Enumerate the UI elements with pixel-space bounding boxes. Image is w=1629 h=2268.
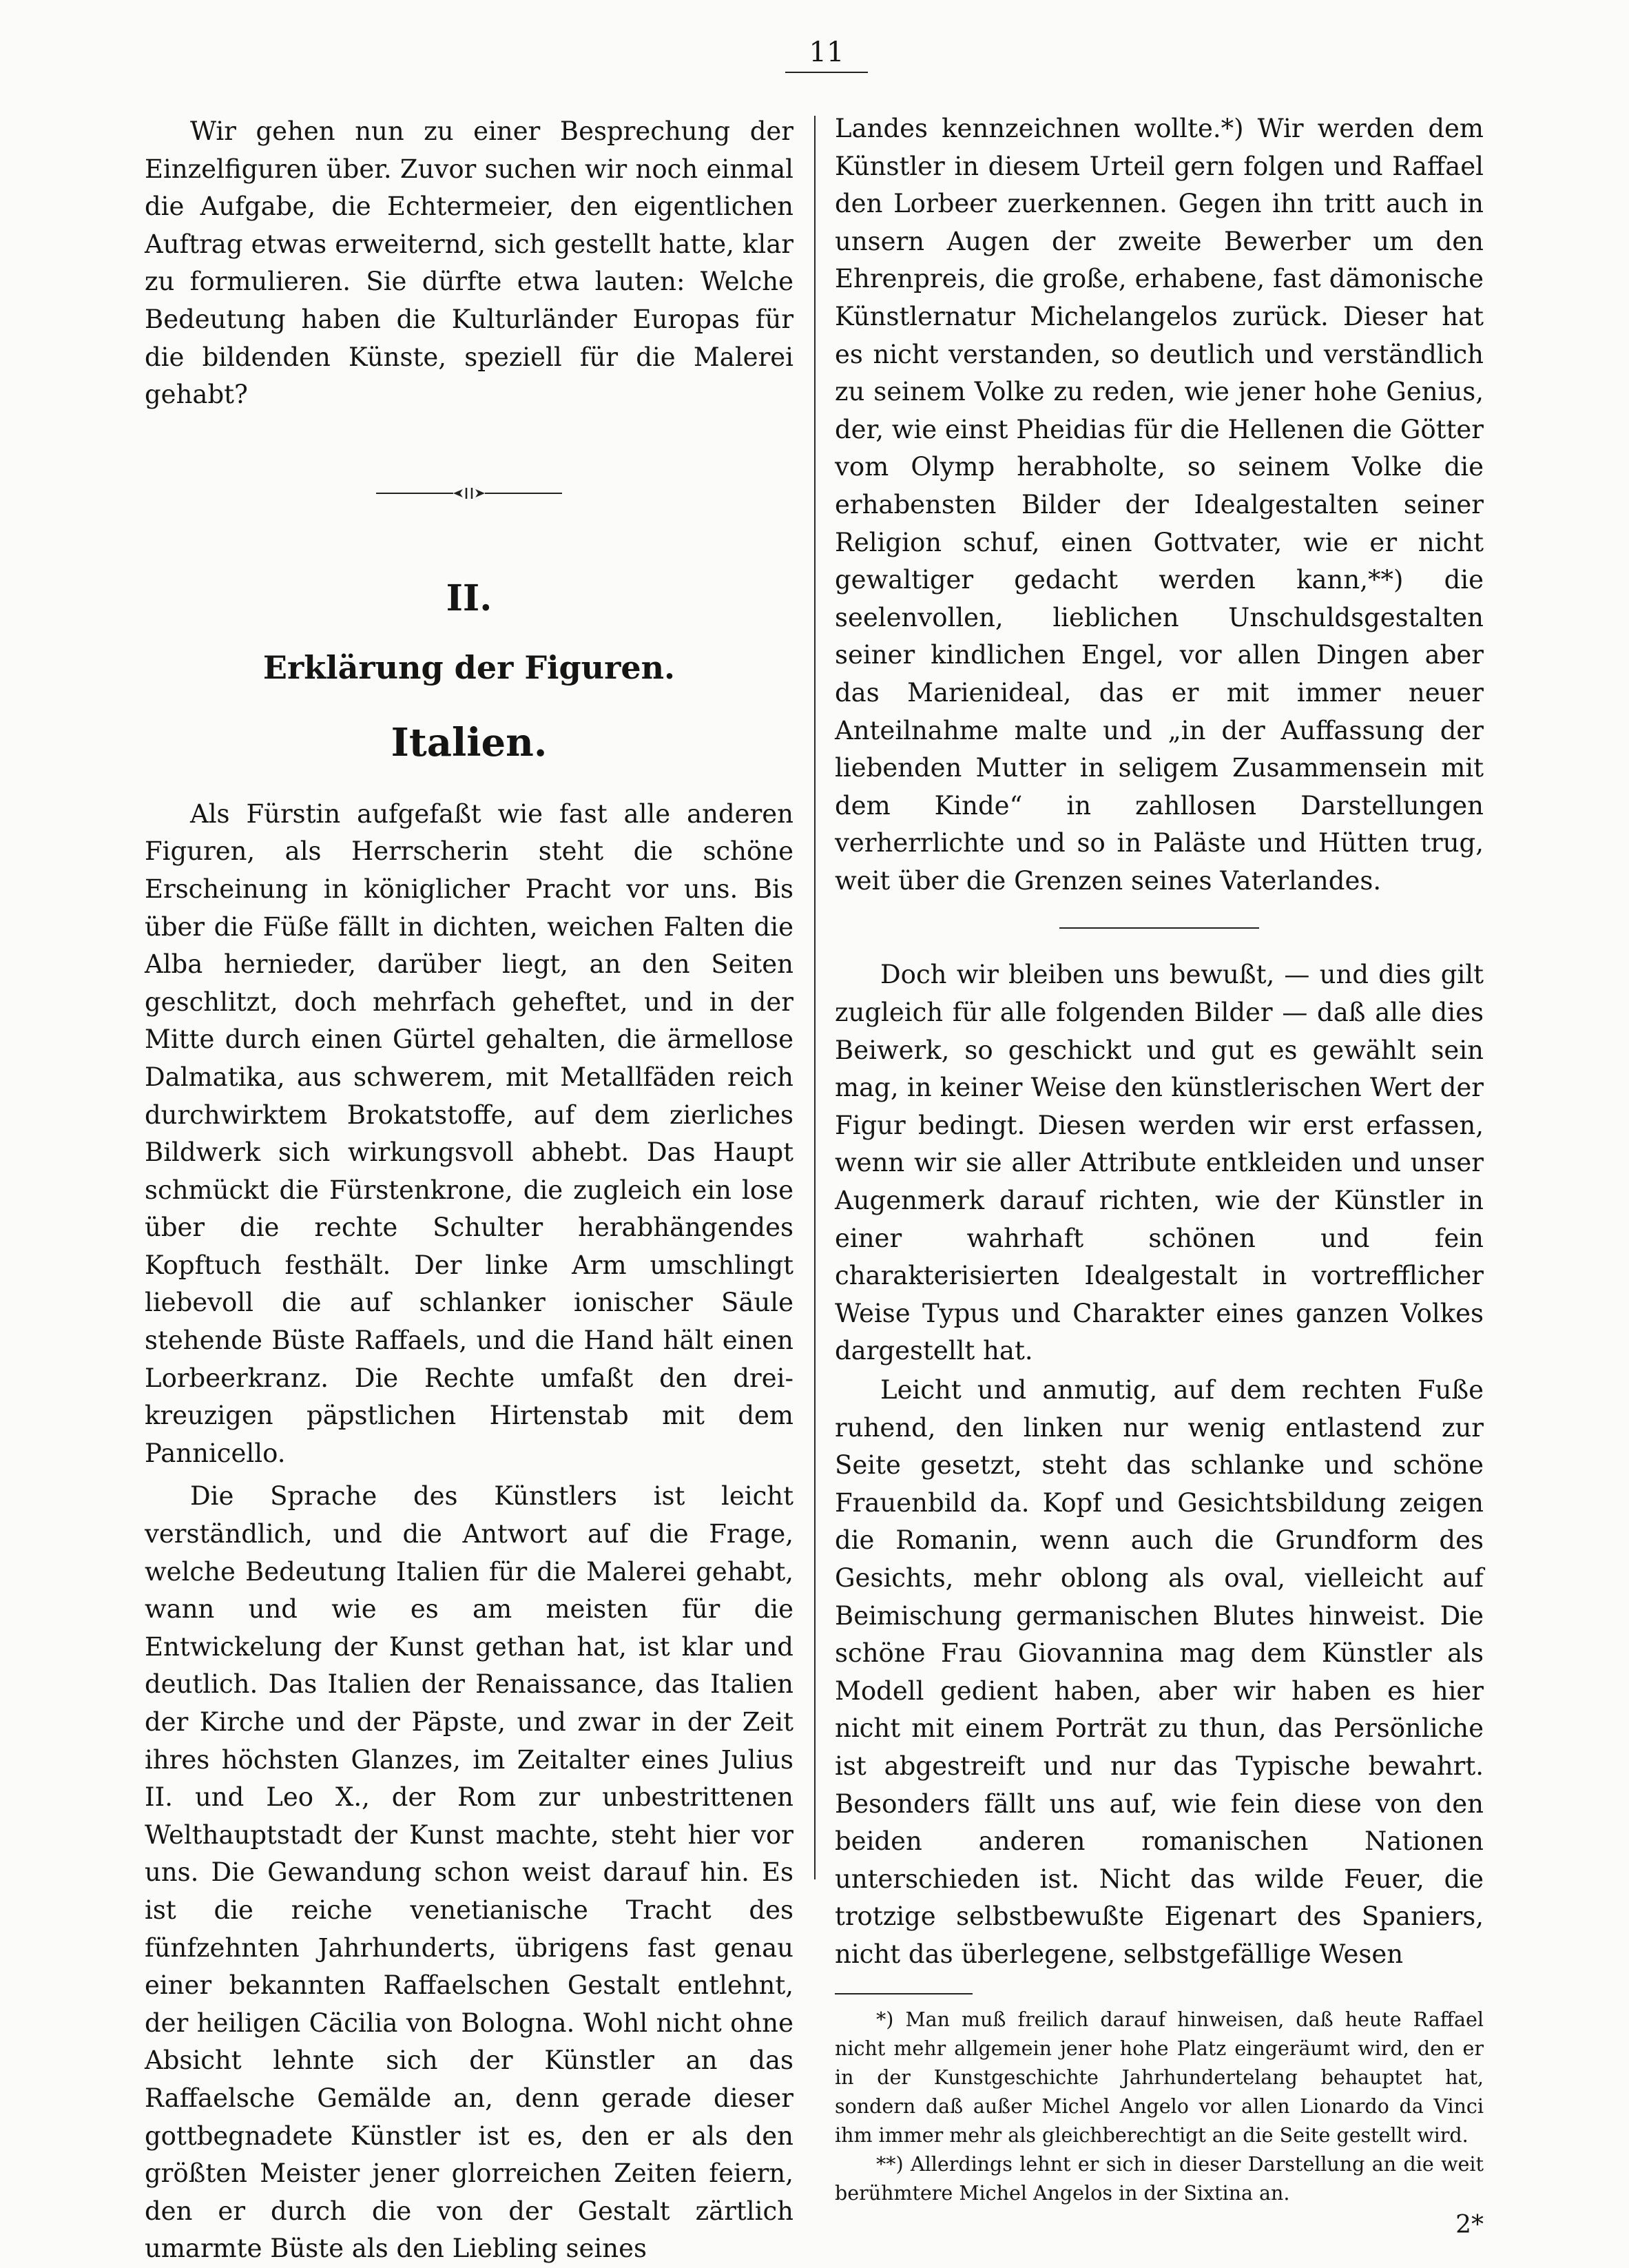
- section-numeral: II.: [446, 577, 492, 619]
- left-column: [145, 110, 793, 2268]
- column-divider: [814, 116, 816, 1879]
- page-number: 11: [785, 33, 868, 73]
- description-paragraph: Als Fürstin aufgefaßt wie fast alle anderen Figuren, als Herrscherin steht die schöne Erscheinung in königlicher Pracht vor uns. Bis über die Füße fällt in dichten, weichen Falten die Alba hernieder, darüber liegt, an den Seiten geschlitzt, doch mehrfach geheftet, und in der Mitte durch einen Gürtel gehalten, die ärmellose Dalmatika, aus schwerem, mit Metallfäden reich durchwirktem Brokatstoffe, auf dem zierliches Bildwerk sich wirkungsvoll abhebt. Das Haupt schmückt die Fürstenkrone, die zugleich ein lose über die rechte Schulter herabhängendes Kopftuch festhält. Der linke Arm umschlingt liebevoll die auf schlanker ionischer Säule stehende Büste Raffaels, und die Hand hält einen Lorbeerkranz. Die Rechte umfaßt den dreikreuzigen päpstlichen Hirtenstab mit dem Pannicello.: [145, 798, 793, 1468]
- paragraph-separator: [1059, 927, 1259, 929]
- subsection-title: Italien.: [391, 719, 548, 765]
- language-paragraph: Die Sprache des Künstlers ist leicht verständlich, und die Antwort auf die Frage, welche Bedeutung Italien für die Malerei gehabt, wann und wie es am meisten für die Entwickelung der Kunst gethan hat, ist klar und deutlich. Das Italien der Renaissance, das Italien der Kirche und der Päpste, und zwar in der Zeit ihres höchsten Glanzes, im Zeitalter eines Julius II. und Leo X., der Rom zur unbestrittenen Welthauptstadt der Kunst machte, steht hier vor uns. Die Gewandung schon weist darauf hin. Es ist die reiche venetianische Tracht des fünfzehnten Jahrhunderts, übrigens fast genau einer bekannten Raffaelschen Gestalt entlehnt, der heiligen Cäcilia von Bologna. Wohl nicht ohne Absicht lehnte sich der Künstler an das Raffaelsche Gemälde an, denn gerade dieser gottbegnadete Künstler ist es, den er als den größten Meister jener glorreichen Zeiten feiern, den er durch die von der Gestalt zärtlich umarmte Büste als den Liebling seines: [145, 1481, 793, 2264]
- posture-paragraph: Leicht und anmutig, auf dem rechten Fuße ruhend, den linken nur wenig entlastend zur Seite gesetzt, steht das schlanke und schöne Frauenbild da. Kopf und Gesichtsbildung zeigen die Romanin, wenn auch die Grundform des Gesichts, mehr oblong als oval, vielleicht auf Beimischung germanischen Blutes hinweist. Die schöne Frau Giovannina mag dem Künstler als Modell gedient haben, aber wir haben es hier nicht mit einem Porträt zu thun, das Persönliche ist abgestreift und nur das Typische bewahrt. Besonders fällt uns auf, wie fein diese von den beiden anderen romanischen Nationen unterschieden ist. Nicht das wilde Feuer, die trotzige selbstbewußte Eigenart des Spaniers, nicht das überlegene, selbstgefällige Wesen: [835, 1375, 1484, 1969]
- continuation-paragraph: Landes kennzeichnen wollte.*) Wir werden dem Künstler in diesem Urteil gern folgen und Raffael den Lorbeer zuerkennen. Gegen ihn tritt auch in unsern Augen der zweite Bewerber um den Ehrenpreis, die große, erhabene, fast dämonische Künstlernatur Michelangelos zurück. Dieser hat es nicht verstanden, so deutlich und verständlich zu seinem Volke zu reden, wie jener hohe Genius, der, wie einst Pheidias für die Hellenen die Götter vom Olymp herabholte, so seinem Volke die erhabensten Bilder der Idealgestalten seiner Religion schuf, einen Gottvater, wie er nicht gewaltiger gedacht werden kann,**) die seelenvollen, lieblichen Unschuldsgestalten seiner kindlichen Engel, vor allen Dingen aber das Marienideal, das er mit immer neuer Anteilnahme malte und „in der Auffassung der liebenden Mutter in seligem Zusammensein mit dem Kinde“ in zahllosen Darstellungen verherrlichte und so in Paläste und Hütten trug, weit über die Grenzen seines Vaterlandes.: [835, 114, 1484, 896]
- footnote-2: **) Allerdings lehnt er sich in dieser Darstellung an die weit berühmtere Michel Angelos in der Sixtina an.: [835, 2152, 1484, 2205]
- section-title: Erklärung der Figuren.: [262, 648, 676, 686]
- ornamental-divider: [376, 483, 562, 504]
- signature-mark: 2*: [1455, 2210, 1484, 2239]
- footnote-1: *) Man muß freilich darauf hinweisen, daß heute Raffael nicht mehr allgemein jener hohe Platz eingeräumt wird, den er in der Kunstgeschichte Jahrhundertelang behauptet hat, sondern daß außer Michel Angelo vor allen Lionardo da Vinci ihm immer mehr als gleichberechtigt an die Seite gestellt wird.: [835, 2008, 1484, 2147]
- intro-paragraph: Wir gehen nun zu einer Besprechung der Einzelfiguren über. Zuvor suchen wir noch einmal die Aufgabe, die Echtermeier, den eigentlichen Auftrag etwas erweiternd, sich gestellt hatte, klar zu formulieren. Sie dürfte etwa lauten: Welche Bedeutung haben die Kulturländer Europas für die bildenden Künste, speziell für die Malerei gehabt?: [145, 116, 793, 410]
- consciousness-paragraph: Doch wir bleiben uns bewußt, — und dies gilt zugleich für alle folgenden Bilder — daß alle dies Beiwerk, so geschickt und gut es gewählt sein mag, in keiner Weise den künstlerischen Wert der Figur bedingt. Diesen werden wir erst erfassen, wenn wir sie aller Attribute entkleiden und unser Augenmerk darauf richten, wie der Künstler in einer wahrhaft schönen und fein charakterisierten Idealgestalt in vortrefflicher Weise Typus und Charakter eines ganzen Volkes dargestellt hat.: [835, 960, 1484, 1366]
- footnote-separator: [835, 1993, 973, 1994]
- right-column: [835, 110, 1484, 2239]
